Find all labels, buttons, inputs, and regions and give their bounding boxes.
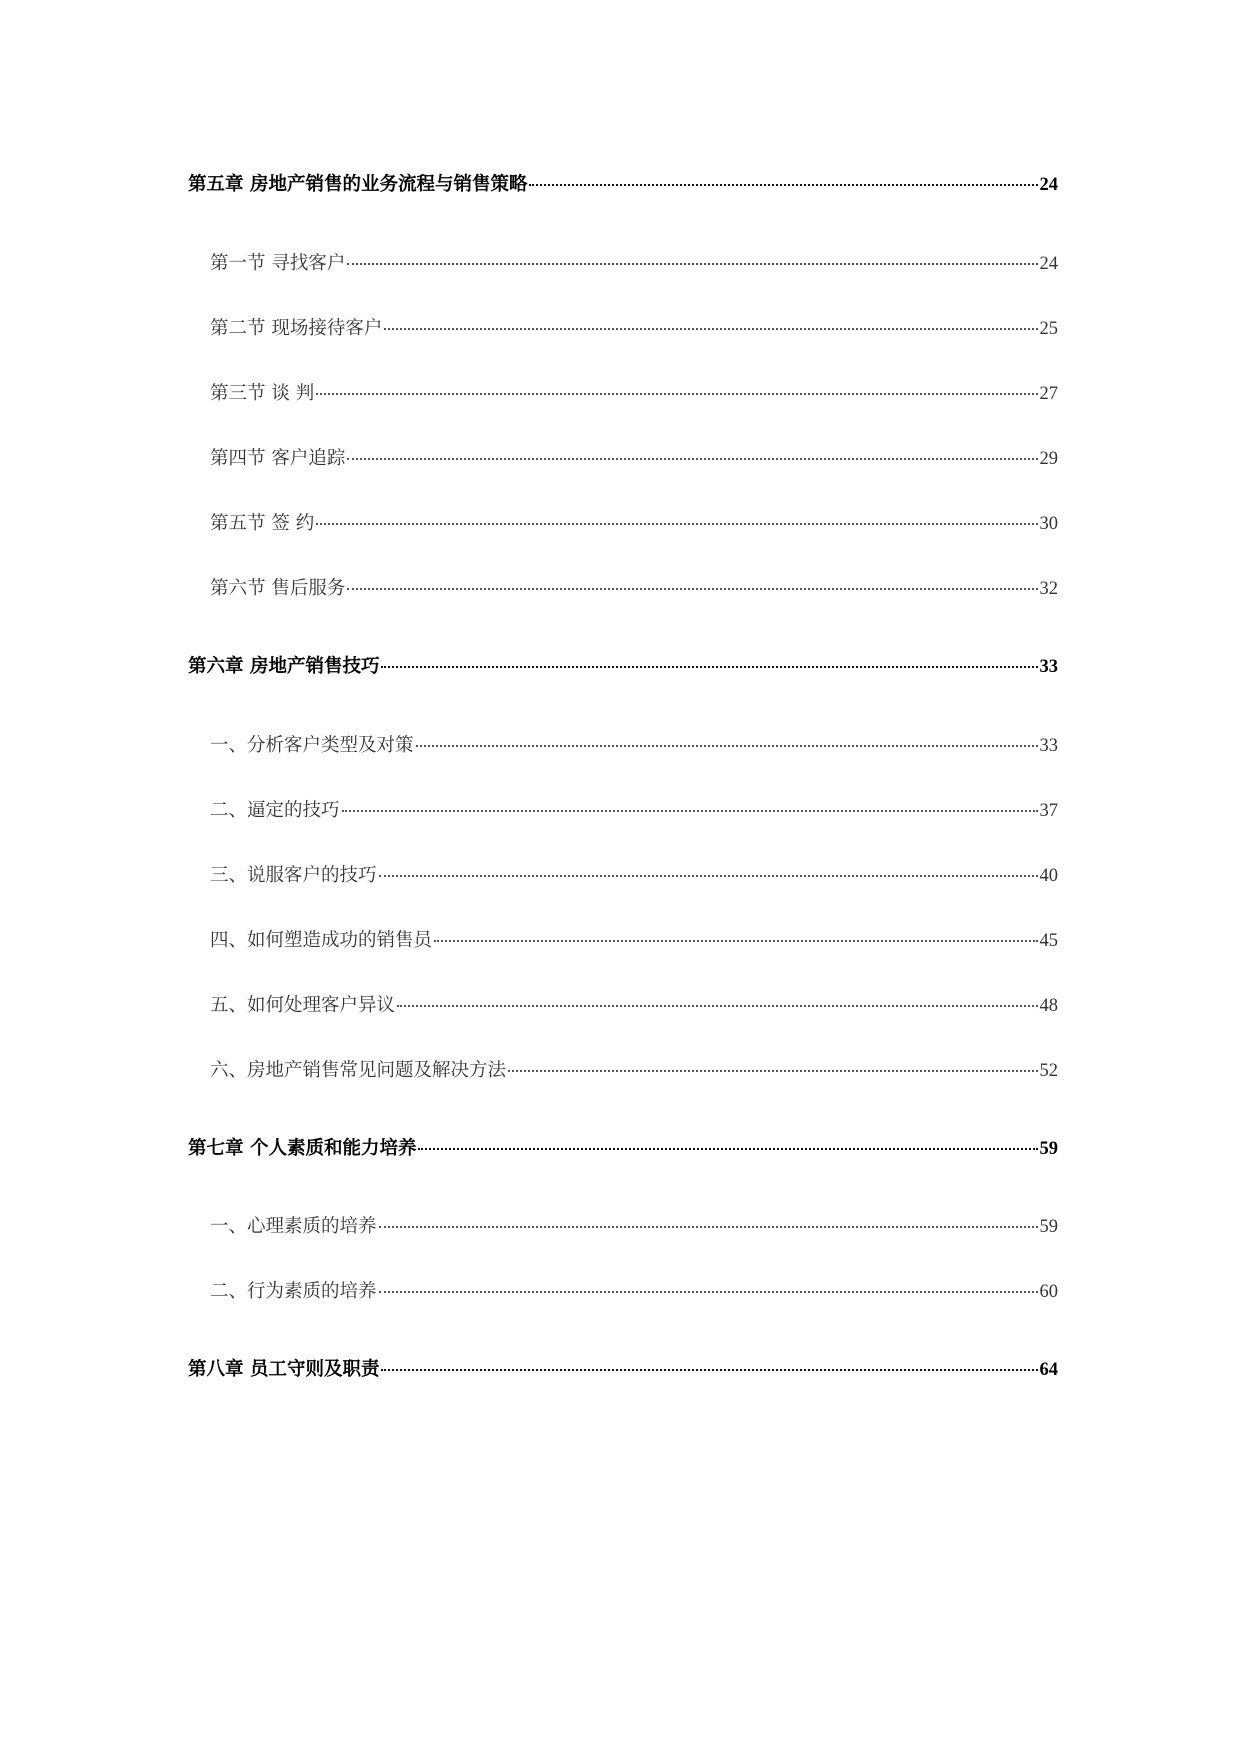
toc-section-6-3[interactable] [210, 861, 1058, 887]
toc-entry-title: 三、说服客户的技巧 [210, 865, 377, 886]
toc-page-number: 37 [1039, 801, 1058, 821]
toc-section-5-3[interactable] [210, 379, 1058, 405]
dot-leader [342, 810, 1038, 812]
toc-entry-title: 第三节 谈 判 [210, 383, 315, 404]
toc-page-number: 33 [1039, 736, 1058, 756]
dot-leader [434, 940, 1037, 942]
toc-chapter-7[interactable] [188, 1134, 1058, 1160]
dot-leader [316, 523, 1037, 525]
toc-page-number: 45 [1039, 931, 1058, 951]
toc-page-number: 59 [1039, 1217, 1058, 1237]
toc-page-number: 52 [1039, 1061, 1058, 1081]
toc-page-number: 32 [1039, 579, 1058, 599]
toc-page-number: 30 [1039, 514, 1058, 534]
toc-entry-title: 第六节 售后服务 [210, 578, 346, 599]
dot-leader [379, 1291, 1038, 1293]
toc-entry-title: 五、如何处理客户异议 [210, 995, 396, 1016]
toc-page-number: 24 [1039, 175, 1058, 195]
dot-leader [379, 875, 1038, 877]
toc-entry-title: 二、行为素质的培养 [210, 1281, 377, 1302]
toc-section-6-4[interactable] [210, 926, 1058, 952]
toc-section-5-4[interactable] [210, 444, 1058, 470]
toc-section-5-1[interactable] [210, 249, 1058, 275]
toc-section-5-2[interactable] [210, 314, 1058, 340]
dot-leader [381, 666, 1037, 668]
toc-section-7-1[interactable] [210, 1212, 1058, 1238]
toc-page-number: 48 [1039, 996, 1058, 1016]
toc-page-number: 59 [1039, 1139, 1058, 1159]
dot-leader [384, 328, 1037, 330]
toc-page-number: 24 [1039, 254, 1058, 274]
dot-leader [416, 745, 1038, 747]
dot-leader [347, 263, 1037, 265]
toc-entry-title: 二、逼定的技巧 [210, 800, 340, 821]
dot-leader [508, 1070, 1037, 1072]
dot-leader [347, 588, 1037, 590]
dot-leader [379, 1226, 1038, 1228]
toc-entry-title: 四、如何塑造成功的销售员 [210, 930, 433, 951]
toc-entry-title: 一、分析客户类型及对策 [210, 735, 414, 756]
toc-page-number: 27 [1039, 384, 1058, 404]
toc-section-6-2[interactable] [210, 796, 1058, 822]
toc-entry-title: 第七章 个人素质和能力培养 [188, 1138, 417, 1159]
dot-leader [529, 184, 1037, 186]
toc-entry-title: 第二节 现场接待客户 [210, 318, 383, 339]
toc-chapter-5[interactable] [188, 170, 1058, 196]
dot-leader [381, 1369, 1037, 1371]
toc-section-6-5[interactable] [210, 991, 1058, 1017]
dot-leader [397, 1005, 1037, 1007]
toc-entry-title: 第五章 房地产销售的业务流程与销售策略 [188, 174, 528, 195]
dot-leader [418, 1148, 1037, 1150]
toc-page-number: 25 [1039, 319, 1058, 339]
toc-chapter-8[interactable] [188, 1355, 1058, 1381]
toc-entry-title: 第五节 签 约 [210, 513, 315, 534]
toc-entry-title: 六、房地产销售常见问题及解决方法 [210, 1060, 507, 1081]
toc-page-number: 64 [1039, 1360, 1058, 1380]
toc-section-7-2[interactable] [210, 1277, 1058, 1303]
toc-entry-title: 一、心理素质的培养 [210, 1216, 377, 1237]
toc-entry-title: 第六章 房地产销售技巧 [188, 656, 380, 677]
dot-leader [316, 393, 1037, 395]
toc-section-6-6[interactable] [210, 1056, 1058, 1082]
toc-section-5-5[interactable] [210, 509, 1058, 535]
toc-entry-title: 第八章 员工守则及职责 [188, 1359, 380, 1380]
toc-section-5-6[interactable] [210, 574, 1058, 600]
toc-page-number: 29 [1039, 449, 1058, 469]
toc-page-number: 40 [1039, 866, 1058, 886]
toc-section-6-1[interactable] [210, 731, 1058, 757]
toc-page-number: 60 [1039, 1282, 1058, 1302]
toc-entry-title: 第四节 客户追踪 [210, 448, 346, 469]
toc-page-number: 33 [1039, 657, 1058, 677]
toc-entry-title: 第一节 寻找客户 [210, 253, 346, 274]
toc-chapter-6[interactable] [188, 652, 1058, 678]
dot-leader [347, 458, 1037, 460]
